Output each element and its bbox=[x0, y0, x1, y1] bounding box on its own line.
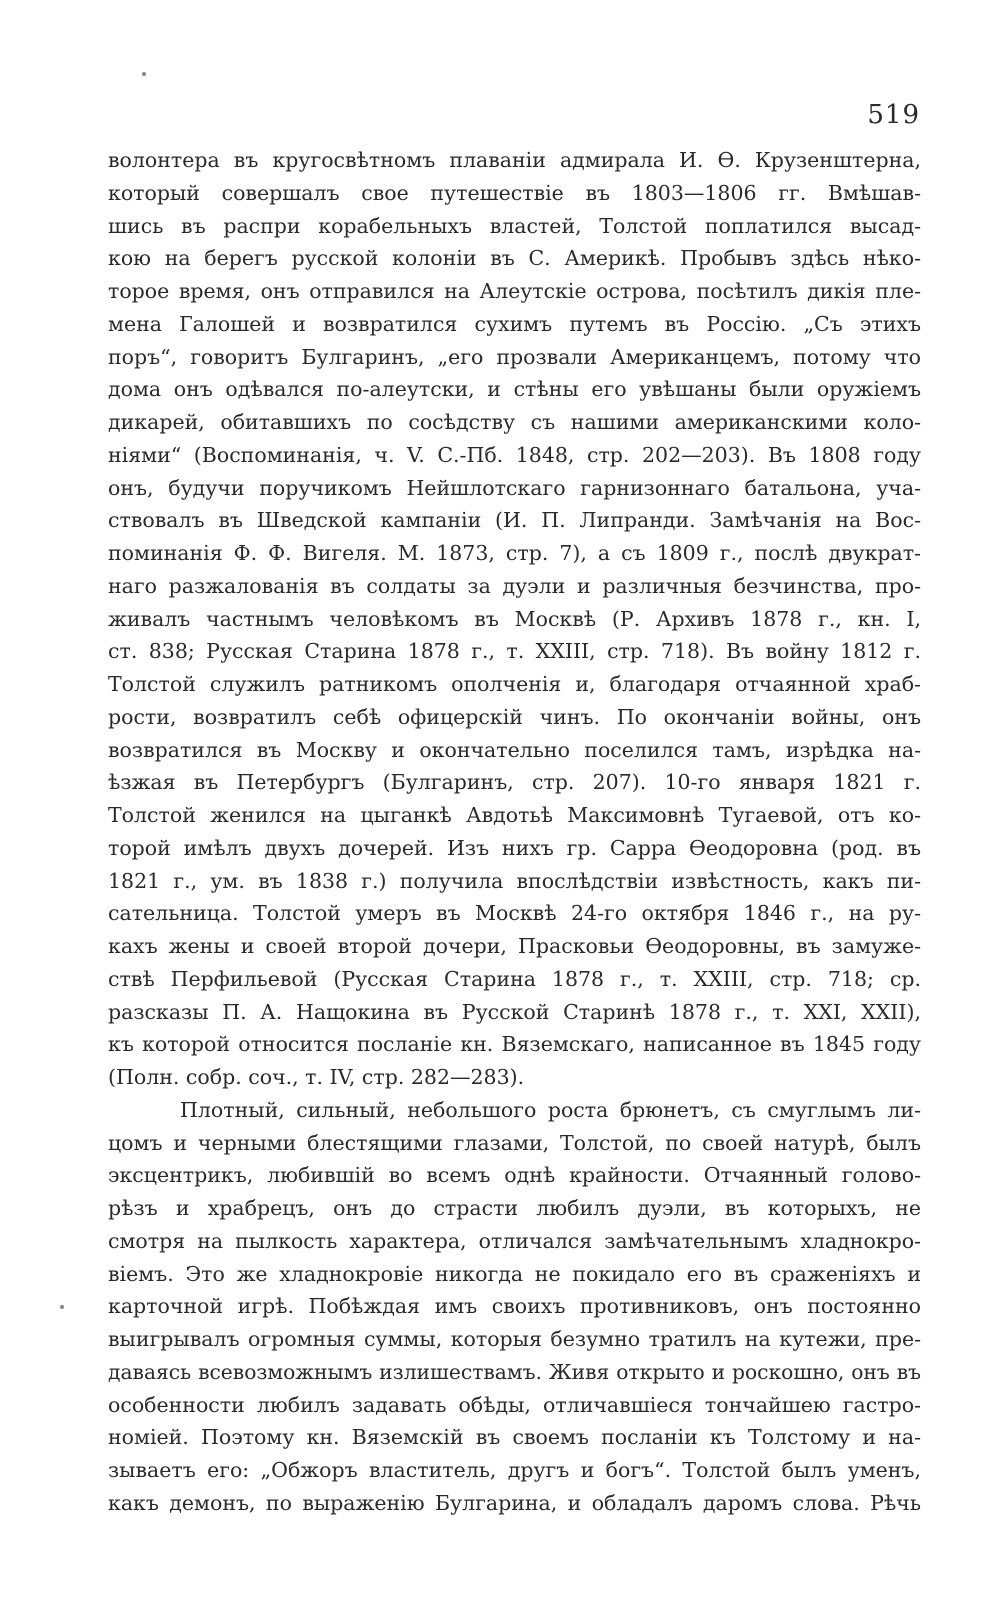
text-line: номіей. Поэтому кн. Вяземскій въ своемъ посланіи къ Толстому и на- bbox=[108, 1425, 921, 1450]
text-line: поминанія Ф. Ф. Вигеля. М. 1873, стр. 7), а съ 1809 г., послѣ двукрат- bbox=[108, 541, 921, 565]
text-line: карточной игрѣ. Побѣждая имъ своихъ противниковъ, онъ постоянно bbox=[108, 1294, 921, 1319]
text-line: особенности любилъ задавать обѣды, отличавшіеся тончайшею гастро- bbox=[108, 1392, 921, 1417]
text-line: къ которой относится посланіе кн. Вяземскаго, написанное въ 1845 году bbox=[108, 1032, 921, 1057]
scan-speck bbox=[60, 1305, 64, 1309]
text-line: который совершалъ свое путешествіе въ 1803—1806 гг. Вмѣшав- bbox=[108, 180, 921, 205]
text-line: кахъ жены и своей второй дочери, Прасковьи Ѳеодоровны, въ замуже- bbox=[108, 934, 921, 958]
text-line: смотря на пылкость характера, отличался замѣчательнымъ хладнокро- bbox=[108, 1228, 921, 1253]
text-line: выигрывалъ огромныя суммы, которыя безумно тратилъ на кутежи, пре- bbox=[108, 1327, 921, 1351]
text-line: дикарей, обитавшихъ по сосѣдству съ нашими американскими коло- bbox=[108, 410, 921, 434]
text-line: даваясь всевозможнымъ излишествамъ. Живя открыто и роскошно, онъ въ bbox=[108, 1359, 921, 1384]
scan-speck bbox=[142, 72, 146, 76]
text-line: рѣзъ и храбрецъ, онъ до страсти любилъ дуэли, въ которыхъ, не bbox=[108, 1196, 921, 1220]
text-line: (Полн. собр. соч., т. IV, стр. 282—283). bbox=[108, 1065, 525, 1089]
text-line: ст. 838; Русская Старина 1878 г., т. XXIII, стр. 718). Въ войну 1812 г. bbox=[108, 639, 921, 664]
text-line: наго разжалованія въ солдаты за дуэли и различныя безчинства, про- bbox=[108, 573, 921, 598]
text-line: ніями“ (Воспоминанія, ч. V. С.-Пб. 1848, стр. 202—203). Въ 1808 году bbox=[108, 442, 921, 467]
text-line: возвратился въ Москву и окончательно поселился тамъ, изрѣдка на- bbox=[108, 737, 921, 762]
text-line: зываетъ его: „Обжоръ властитель, другъ и богъ“. Толстой былъ уменъ, bbox=[108, 1458, 921, 1482]
text-line: шись въ распри корабельныхъ властей, Толстой поплатился высад- bbox=[108, 213, 921, 238]
text-line: ствѣ Перфильевой (Русская Старина 1878 г., т. XXIII, стр. 718; ср. bbox=[108, 966, 921, 991]
text-line: ствовалъ въ Шведской кампаніи (И. П. Липранди. Замѣчанія на Вос- bbox=[108, 508, 921, 533]
text-line: волонтера въ кругосвѣтномъ плаваніи адмирала И. Ѳ. Крузенштерна, bbox=[108, 148, 921, 172]
text-line: Толстой служилъ ратникомъ ополченія и, благодаря отчаянной храб- bbox=[108, 672, 921, 696]
body-text bbox=[108, 144, 921, 1520]
text-line: сательница. Толстой умеръ въ Москвѣ 24-го октября 1846 г., на ру- bbox=[108, 901, 921, 926]
page-number: 519 bbox=[867, 100, 920, 130]
text-line: живалъ частнымъ человѣкомъ въ Москвѣ (Р. Архивъ 1878 г., кн. I, bbox=[108, 606, 921, 631]
text-line: ѣзжая въ Петербургъ (Булгаринъ, стр. 207). 10-го января 1821 г. bbox=[108, 770, 921, 795]
text-line: торое время, онъ отправился на Алеутскіе острова, посѣтилъ дикія пле- bbox=[108, 279, 921, 303]
text-line: какъ демонъ, по выраженію Булгарина, и обладалъ даромъ слова. Рѣчь bbox=[108, 1490, 921, 1515]
text-line: рости, возвратилъ себѣ офицерскій чинъ. По окончаніи войны, онъ bbox=[108, 704, 921, 729]
text-line: поръ“, говоритъ Булгаринъ, „его прозвали Американцемъ, потому что bbox=[108, 344, 921, 369]
text-line: онъ, будучи поручикомъ Нейшлотскаго гарнизоннаго батальона, уча- bbox=[108, 475, 921, 500]
text-line: кою на берегъ русской колоніи въ С. Америкѣ. Пробывъ здѣсь нѣко- bbox=[108, 246, 921, 271]
text-line: дома онъ одѣвался по-алеутски, и стѣны его увѣшаны были оружіемъ bbox=[108, 377, 921, 402]
text-line: цомъ и черными блестящими глазами, Толстой, по своей натурѣ, былъ bbox=[108, 1130, 921, 1155]
text-line: віемъ. Это же хладнокровіе никогда не покидало его въ сраженіяхъ и bbox=[108, 1261, 921, 1286]
text-line: Толстой женился на цыганкѣ Авдотьѣ Максимовнѣ Тугаевой, отъ ко- bbox=[108, 803, 921, 827]
text-line: Плотный, сильный, небольшого роста брюнетъ, съ смуглымъ ли- bbox=[180, 1097, 921, 1122]
text-line: эксцентрикъ, любившій во всемъ однѣ крайности. Отчаянный голово- bbox=[108, 1163, 921, 1188]
text-line: 1821 г., ум. въ 1838 г.) получила впослѣдствіи извѣстность, какъ пи- bbox=[108, 868, 921, 893]
text-line: разсказы П. А. Нащокина въ Русской Старинѣ 1878 г., т. XXI, XXII), bbox=[108, 999, 921, 1024]
text-line: мена Галошей и возвратился сухимъ путемъ въ Россію. „Съ этихъ bbox=[108, 311, 921, 336]
text-line: торой имѣлъ двухъ дочерей. Изъ нихъ гр. Сарра Ѳеодоровна (род. въ bbox=[108, 835, 921, 860]
